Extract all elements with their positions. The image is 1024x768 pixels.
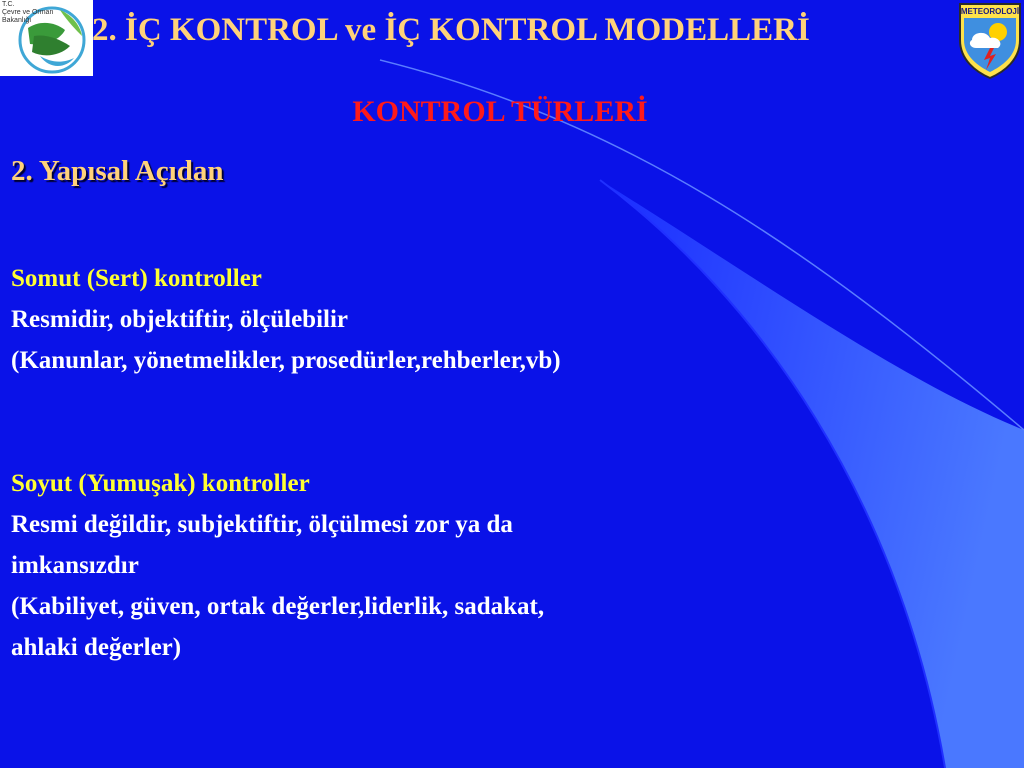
slide-subtitle: KONTROL TÜRLERİ	[352, 95, 648, 128]
ministry-logo-text: T.C. Çevre ve Orman Bakanlığı	[2, 1, 54, 24]
ministry-logo	[0, 0, 93, 76]
hard-controls-line: (Kanunlar, yönetmelikler, prosedürler,rehberler,vb)	[11, 347, 561, 374]
meteorology-logo	[956, 0, 1024, 80]
soft-controls-block	[11, 463, 544, 668]
soft-controls-heading: Soyut (Yumuşak) kontroller	[11, 470, 310, 497]
soft-controls-line: ahlaki değerler)	[11, 634, 182, 661]
soft-controls-line: Resmi değildir, subjektiftir, ölçülmesi zor ya da	[11, 511, 513, 538]
hard-controls-line: Resmidir, objektiftir, ölçülebilir	[11, 306, 349, 333]
soft-controls-line: (Kabiliyet, güven, ortak değerler,liderlik, sadakat,	[11, 593, 545, 620]
hard-controls-block	[11, 258, 561, 381]
soft-controls-line: imkansızdır	[11, 552, 139, 579]
slide-title: 2. İÇ KONTROL ve İÇ KONTROL MODELLERİ	[92, 12, 810, 48]
hard-controls-heading: Somut (Sert) kontroller	[11, 265, 262, 292]
section-heading: 2. Yapısal Açıdan	[11, 155, 224, 187]
meteorology-logo-text: METEOROLOJİ	[960, 7, 1020, 16]
